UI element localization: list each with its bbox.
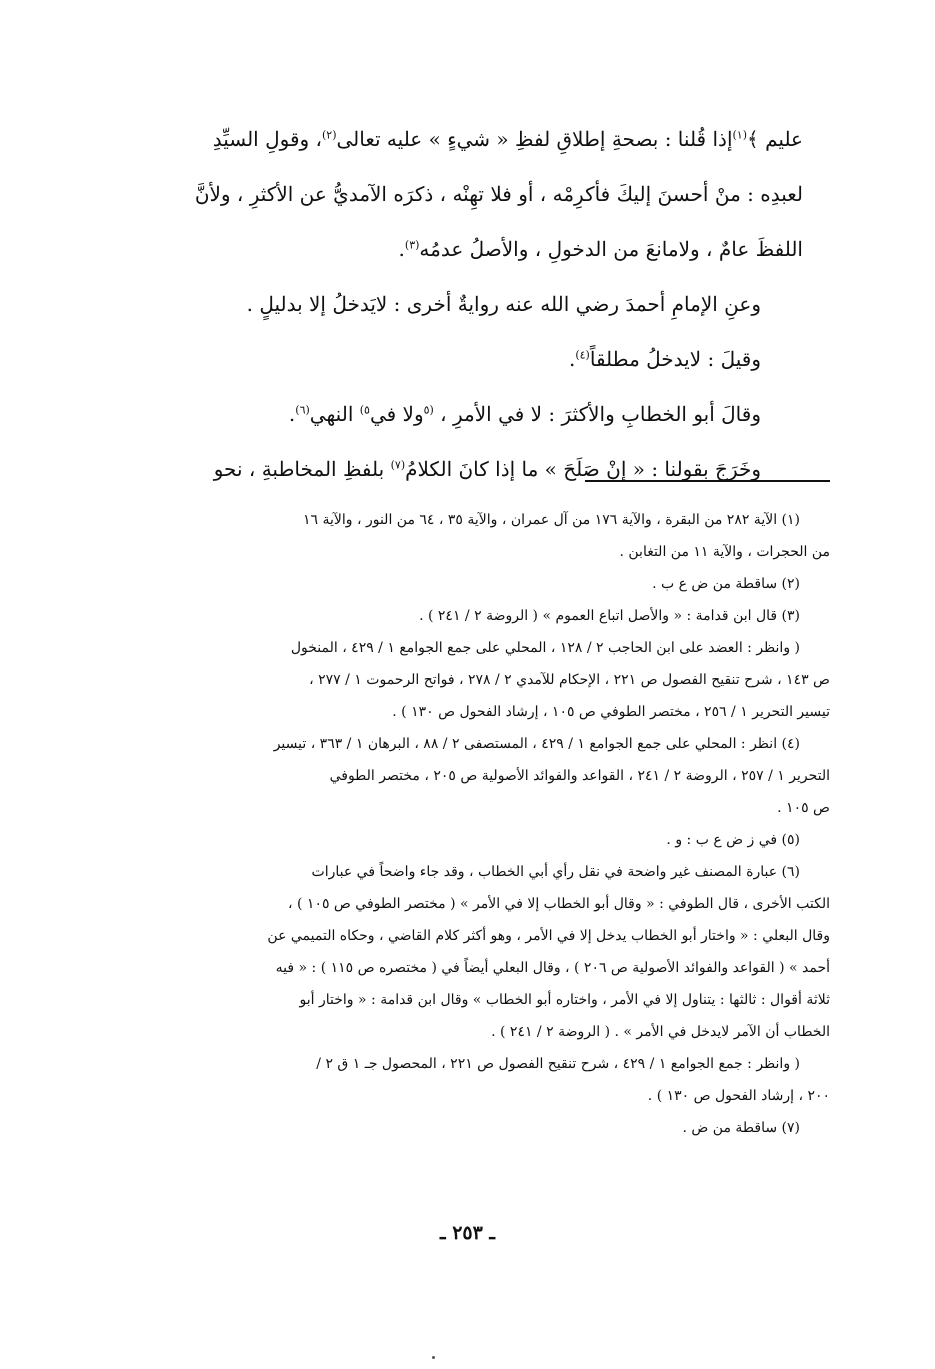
scan-speck	[432, 1356, 435, 1359]
footnote-ref-6: (٦)	[295, 403, 310, 417]
footnote-line: (٣) قال ابن قدامة : « والأصل اتباع العموم » ( الروضة ٢ / ٢٤١ ) .	[419, 608, 800, 624]
footnotes-block	[102, 504, 830, 1144]
footnote-line: ( وانظر : العضد على ابن الحاجب ٢ / ١٢٨ ، المحلي على جمع الجوامع ١ / ٤٢٩ ، المنخول	[290, 640, 800, 656]
footnote-ref-7: (٧)	[390, 458, 406, 472]
main-line-6: وقالَ أبو الخطابِ والأكثرَ : لا في الأمرِ ، $^{(٥}$ولا في$^{٥)}$ النهي$^{(٦)}$.	[288, 402, 761, 426]
footnote-line: وقال البعلي : « واختار أبو الخطاب يدخل إلا في الأمر ، وهو أكثر كلام القاضي ، وحكاه التميمي عن	[267, 928, 830, 944]
footnote-ref-5-open: (٥	[423, 403, 434, 417]
footnote-ref-2: (٢)	[321, 128, 337, 142]
main-line-3: اللفظَ عامٌ ، ولامانعَ من الدخولِ ، والأصلُ عدمُه$^{(٣)}$.	[398, 237, 803, 261]
footnote-separator	[585, 480, 830, 482]
footnote-line: (٥) في ز ض ع ب : و .	[666, 832, 800, 848]
footnote-line: (٧) ساقطة من ض .	[682, 1120, 800, 1136]
footnote-line: ٢٠٠ ، إرشاد الفحول ص ١٣٠ ) .	[647, 1088, 830, 1104]
main-text-block	[103, 112, 803, 497]
footnote-line: ص ١٠٥ .	[777, 800, 830, 816]
footnote-line: تيسير التحرير ١ / ٢٥٦ ، مختصر الطوفي ص ١٠٥ ، إرشاد الفحول ص ١٣٠ ) .	[392, 704, 830, 720]
main-line-2: لعبدِه : منْ أحسنَ إليكَ فأكرِمْه ، أو فلا تهِنْه ، ذكرَه الآمديُّ عن الأكثرِ ، ولأنَّ	[194, 182, 803, 206]
main-line-5: وقيلَ : لايدخلُ مطلقاً$^{(٤)}$.	[568, 347, 761, 371]
footnote-line: ثلاثة أقوال : ثالثها : يتناول إلا في الأمر ، واختاره أبو الخطاب » وقال ابن قدامة : « واختار أبو	[299, 992, 830, 1008]
main-line-1: عليم ﴾$^{(١)}$إذا قُلنا : بصحةِ إطلاقِ لفظِ « شيءٍ » عليه تعالى$^{(٢)}$، وقولِ السيِّدِ	[212, 127, 803, 151]
footnote-line: الخطاب أن الآمر لايدخل في الأمر » . ( الروضة ٢ / ٢٤١ ) .	[491, 1024, 830, 1040]
main-line-4: وعنِ الإمامِ أحمدَ رضي الله عنه روايةٌ أخرى : لايَدخلُ إلا بدليلٍ .	[246, 292, 761, 316]
footnote-line: (٦) عبارة المصنف غير واضحة في نقل رأي أبي الخطاب ، وقد جاء واضحاً في عبارات	[311, 864, 800, 880]
footnote-ref-4: (٤)	[575, 348, 590, 362]
footnote-line: (٤) انظر : المحلي على جمع الجوامع ١ / ٤٢٩ ، المستصفى ٢ / ٨٨ ، البرهان ١ / ٣٦٣ ، تيسير	[273, 736, 800, 752]
footnote-line: من الحجرات ، والآية ١١ من التغابن .	[619, 544, 830, 560]
footnote-ref-1: (١)	[732, 128, 748, 142]
main-line-7: وخَرَجَ بقولنا : « إنْ صَلَحَ » ما إذا كانَ الكلامُ$^{(٧)}$ بلفظِ المخاطبةِ ، نحو	[213, 457, 761, 481]
footnote-line: التحرير ١ / ٢٥٧ ، الروضة ٢ / ٢٤١ ، القواعد والفوائد الأصولية ص ٢٠٥ ، مختصر الطوفي	[329, 768, 830, 784]
footnote-line: الكتب الأخرى ، قال الطوفي : « وقال أبو الخطاب إلا في الأمر » ( مختصر الطوفي ص ١٠٥ ) ،	[288, 896, 830, 912]
footnote-line: ( وانظر : جمع الجوامع ١ / ٤٢٩ ، شرح تنقيح الفصول ص ٢٢١ ، المحصول جـ ١ ق ٢ /	[316, 1056, 800, 1072]
footnote-line: أحمد » ( القواعد والفوائد الأصولية ص ٢٠٦ ) ، وقال البعلي أيضاً في ( مختصره ص ١١٥ ) : « فيه	[275, 960, 830, 976]
footnote-ref-5-close: ٥)	[359, 403, 370, 417]
page-number: ـ ٢٥٣ ـ	[440, 1222, 495, 1244]
footnote-line: ص ١٤٣ ، شرح تنقيح الفصول ص ٢٢١ ، الإحكام للآمدي ٢ / ٢٧٨ ، فواتح الرحموت ١ / ٢٧٧ ،	[309, 672, 830, 688]
footnote-line: (٢) ساقطة من ض ع ب .	[652, 576, 800, 592]
footnote-ref-3: (٣)	[404, 238, 420, 252]
footnote-line: (١) الآية ٢٨٢ من البقرة ، والآية ١٧٦ من آل عمران ، والآية ٣٥ ، ٦٤ من النور ، والآية ١٦	[303, 512, 800, 528]
